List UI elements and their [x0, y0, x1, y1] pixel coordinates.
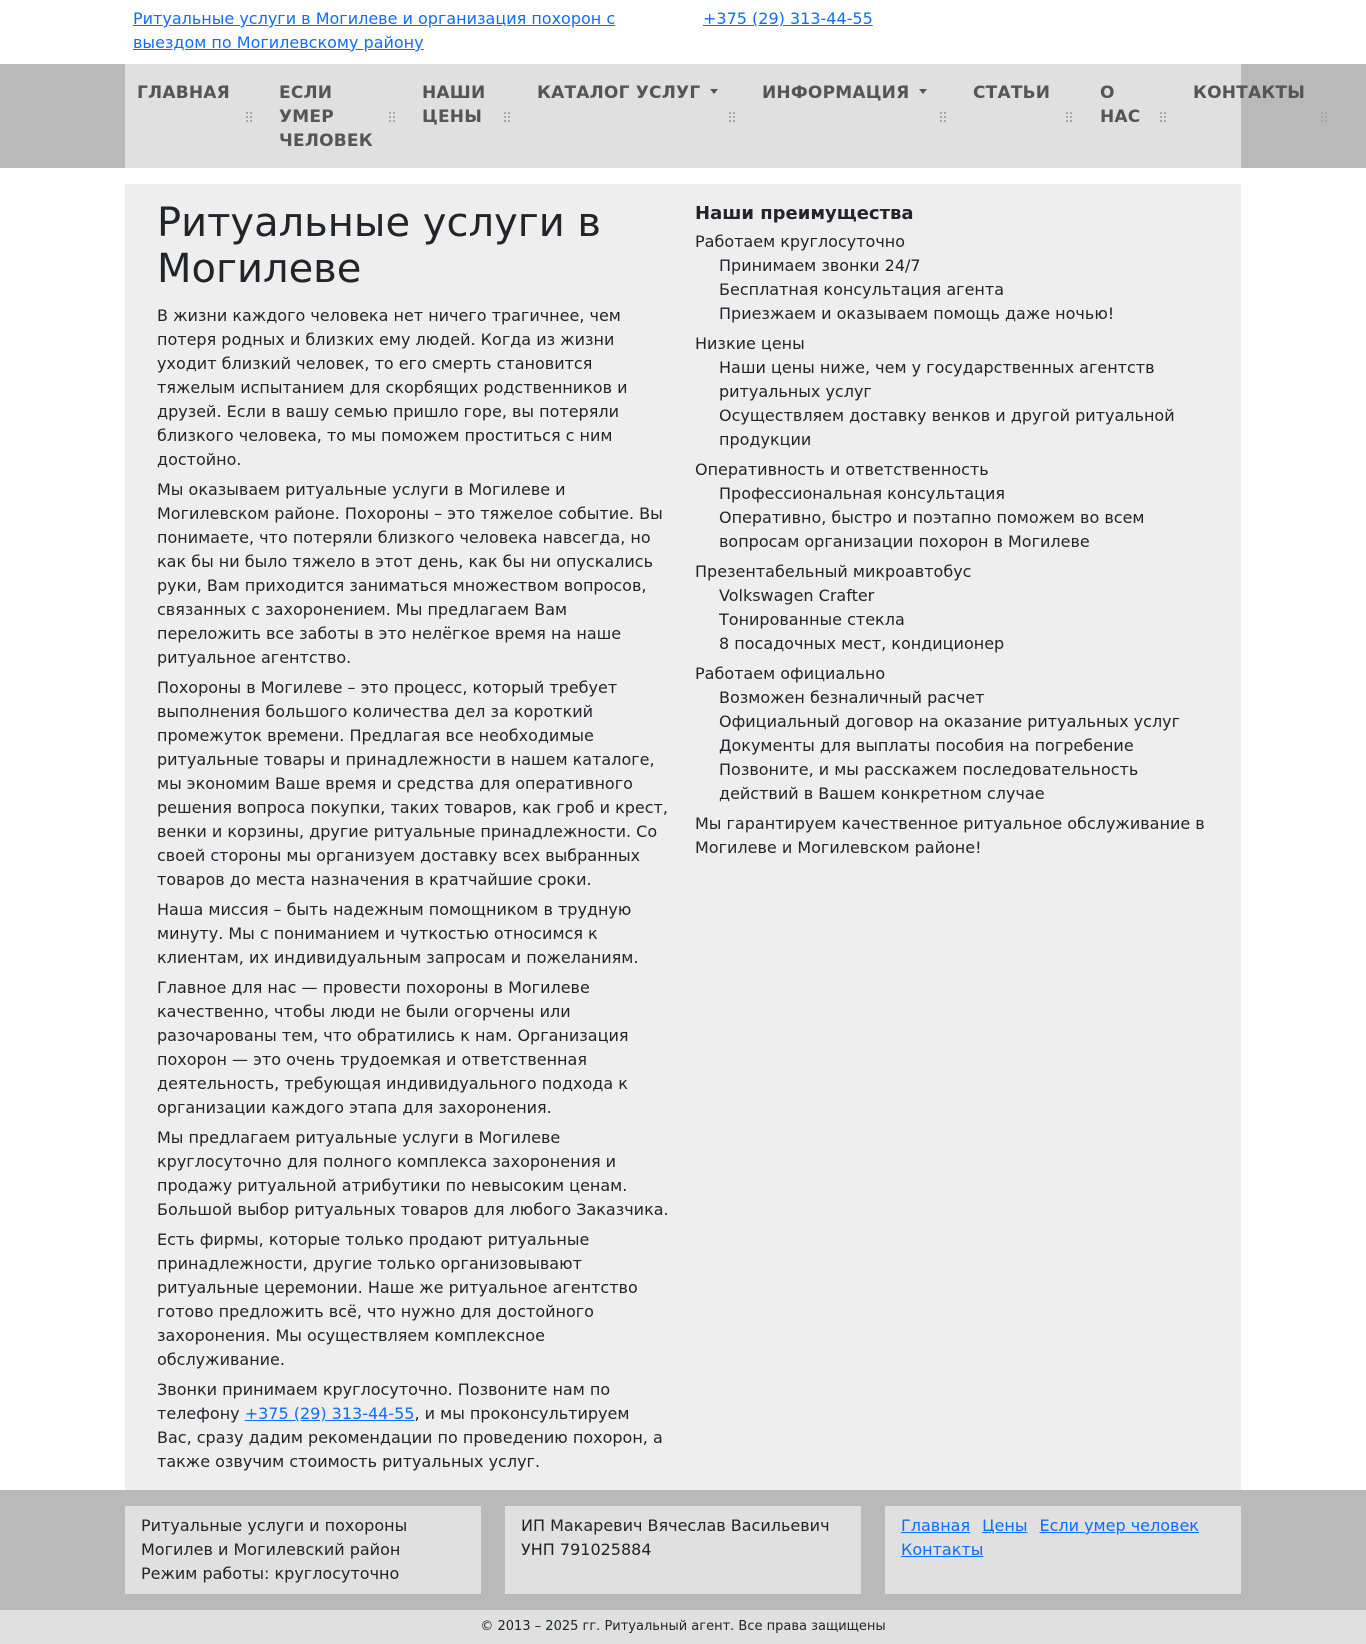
- nav-item-label: КОНТАКТЫ: [1193, 83, 1306, 103]
- advantage-list: [695, 482, 1215, 554]
- advantage-group: [695, 230, 1215, 326]
- nav-item-label: О НАС: [1100, 83, 1141, 127]
- footer-text: Могилев и Могилевский район: [141, 1540, 401, 1559]
- nav-item-home[interactable]: [137, 81, 230, 105]
- advantage-list: [695, 584, 1215, 656]
- chevron-down-icon: [710, 89, 718, 94]
- top-bar: [0, 0, 1366, 64]
- footer-box-services: [125, 1506, 481, 1594]
- list-item: Тонированные стекла: [719, 610, 905, 629]
- nav-item-if-died[interactable]: [279, 81, 389, 153]
- advantage-list: [695, 254, 1215, 326]
- main-content: [125, 184, 1241, 1490]
- advantage-group: [695, 332, 1215, 452]
- list-item: Принимаем звонки 24/7: [719, 256, 921, 275]
- footer: [0, 1490, 1366, 1610]
- advantage-group: [695, 662, 1215, 806]
- grip-icon: [246, 112, 254, 122]
- article-paragraph: Похороны в Могилеве – это процесс, который требует выполнения большого количества дел за короткий промежуток времени. Предлагая все необходимые ритуальные товары и принадлежности в нашем каталоге, мы экономим Ваше время и средства для оперативного решения вопроса покупки, таких товаров, как гроб и крест, венки и корзины, другие ритуальные принадлежности. Со своей стороны мы организуем доставку всех выбранных товаров до места назначения в кратчайшие сроки.: [157, 678, 668, 889]
- article-paragraph: Есть фирмы, которые только продают ритуальные принадлежности, другие только организовывают ритуальные церемонии. Наше же ритуальное агентство готово предложить всё, что нужно для достойного захоронения. Мы осуществляем комплексное обслуживание.: [157, 1230, 638, 1369]
- nav-item-label: СТАТЬИ: [973, 83, 1051, 103]
- footer-text: Режим работы: круглосуточно: [141, 1564, 400, 1583]
- footer-link-contacts[interactable]: Контакты: [901, 1540, 984, 1559]
- list-item: Позвоните, и мы расскажем последовательность действий в Вашем конкретном случае: [719, 760, 1139, 803]
- copyright-text: © 2013 – 2025 гг. Ритуальный агент. Все права защищены: [480, 1619, 886, 1634]
- advantage-group: [695, 560, 1215, 656]
- header-phone-link[interactable]: +375 (29) 313-44-55: [703, 9, 873, 28]
- chevron-down-icon: [919, 89, 927, 94]
- nav-item-about[interactable]: [1100, 81, 1150, 129]
- advantage-group: [695, 458, 1215, 554]
- grip-icon: [389, 112, 397, 122]
- list-item: Бесплатная консультация агента: [719, 280, 1005, 299]
- contact-text-before: Звонки принимаем круглосуточно. Позвоните нам по телефону: [157, 1380, 611, 1423]
- nav-item-label: ГЛАВНАЯ: [137, 83, 230, 103]
- list-item: Наши цены ниже, чем у государственных агентств ритуальных услуг: [719, 358, 1155, 401]
- advantage-list: [695, 686, 1215, 806]
- nav-item-prices[interactable]: [422, 81, 492, 129]
- contact-text-after: , и мы проконсультируем Вас, сразу дадим рекомендации по проведению похорон, а также озвучим стоимость ритуальных услуг.: [157, 1404, 663, 1471]
- advantages-heading: Наши преимущества: [695, 203, 914, 224]
- article-paragraph: Мы оказываем ритуальные услуги в Могилеве и Могилевском районе. Похороны – это тяжелое событие. Вы понимаете, что потеряли близкого человека навсегда, но как бы ни было тяжело в этот день, как бы ни опускались руки, Вам приходится заниматься множеством вопросов, связанных с захоронением. Мы предлагаем Вам переложить все заботы в это нелёгкое время на наше ритуальное агентство.: [157, 480, 663, 667]
- list-item: Volkswagen Crafter: [719, 586, 875, 605]
- grip-icon: [504, 112, 512, 122]
- footer-link-prices[interactable]: Цены: [982, 1516, 1028, 1535]
- article-paragraph: Мы предлагаем ритуальные услуги в Могилеве круглосуточно для полного комплекса захоронения и продажу ритуальной атрибутики по невысоким ценам. Большой выбор ритуальных товаров для любого Заказчика.: [157, 1128, 669, 1219]
- grip-icon: [1066, 112, 1074, 122]
- footer-text: Ритуальные услуги и похороны: [141, 1516, 408, 1535]
- advantage-title: Работаем официально: [695, 664, 886, 683]
- article-column: [157, 200, 669, 1480]
- nav-item-catalog[interactable]: [537, 81, 718, 105]
- advantage-list: [695, 356, 1215, 452]
- list-item: 8 посадочных мест, кондиционер: [719, 634, 1005, 653]
- list-item: Оперативно, быстро и поэтапно поможем во всем вопросам организации похорон в Могилеве: [719, 508, 1145, 551]
- nav-item-label: КАТАЛОГ УСЛУГ: [537, 83, 701, 103]
- nav-item-label: ЕСЛИ УМЕР ЧЕЛОВЕК: [279, 83, 373, 151]
- nav-item-label: НАШИ ЦЕНЫ: [422, 83, 486, 127]
- list-item: Документы для выплаты пособия на погребение: [719, 736, 1134, 755]
- list-item: Возможен безналичный расчет: [719, 688, 985, 707]
- page-title: Ритуальные услуги в Могилеве: [157, 200, 602, 292]
- copyright-bar: [0, 1610, 1366, 1644]
- advantage-title: Презентабельный микроавтобус: [695, 562, 972, 581]
- list-item: Официальный договор на оказание ритуальных услуг: [719, 712, 1181, 731]
- body-phone-link[interactable]: +375 (29) 313-44-55: [244, 1404, 415, 1423]
- site-title-link[interactable]: Ритуальные услуги в Могилеве и организация похорон с выездом по Могилевскому району: [133, 9, 616, 52]
- list-item: Приезжаем и оказываем помощь даже ночью!: [719, 304, 1115, 323]
- advantage-title: Оперативность и ответственность: [695, 460, 989, 479]
- advantage-title: Работаем круглосуточно: [695, 232, 906, 251]
- guarantee-text: Мы гарантируем качественное ритуальное обслуживание в Могилеве и Могилевском районе!: [695, 814, 1205, 857]
- footer-box-company: [505, 1506, 861, 1594]
- list-item: Профессиональная консультация: [719, 484, 1006, 503]
- nav-item-label: ИНФОРМАЦИЯ: [762, 83, 910, 103]
- article-paragraph: В жизни каждого человека нет ничего трагичнее, чем потеря родных и близких ему людей. Когда из жизни уходит близкий человек, то его смерть становится тяжелым испытанием для скорбящих родственников и друзей. Если в вашу семью пришло горе, вы потеряли близкого человека, то мы поможем проститься с ним достойно.: [157, 306, 628, 469]
- list-item: Осуществляем доставку венков и другой ритуальной продукции: [719, 406, 1175, 449]
- footer-text: ИП Макаревич Вячеслав Васильевич: [521, 1516, 830, 1535]
- footer-box-links: [885, 1506, 1241, 1594]
- nav-item-info[interactable]: [762, 81, 927, 105]
- footer-link-if-died[interactable]: Если умер человек: [1039, 1516, 1199, 1535]
- grip-icon: [1160, 112, 1168, 122]
- grip-icon: [1321, 112, 1329, 122]
- grip-icon: [729, 112, 737, 122]
- article-paragraph: Наша миссия – быть надежным помощником в трудную минуту. Мы с пониманием и чуткостью относимся к клиентам, их индивидуальным запросам и пожеланиям.: [157, 900, 639, 967]
- article-paragraph: Главное для нас — провести похороны в Могилеве качественно, чтобы люди не были огорчены или разочарованы тем, что обратились к нам. Организация похорон — это очень трудоемкая и ответственная деятельность, требующая индивидуального подхода к организации каждого этапа для захоронения.: [157, 978, 629, 1117]
- nav-item-contacts[interactable]: [1193, 81, 1305, 105]
- advantage-title: Низкие цены: [695, 334, 805, 353]
- article-paragraph-contact: [157, 1378, 669, 1474]
- grip-icon: [940, 112, 948, 122]
- nav-item-articles[interactable]: [973, 81, 1050, 105]
- footer-link-home[interactable]: Главная: [901, 1516, 971, 1535]
- advantages-column: [695, 202, 1215, 860]
- footer-text: УНП 791025884: [521, 1540, 652, 1559]
